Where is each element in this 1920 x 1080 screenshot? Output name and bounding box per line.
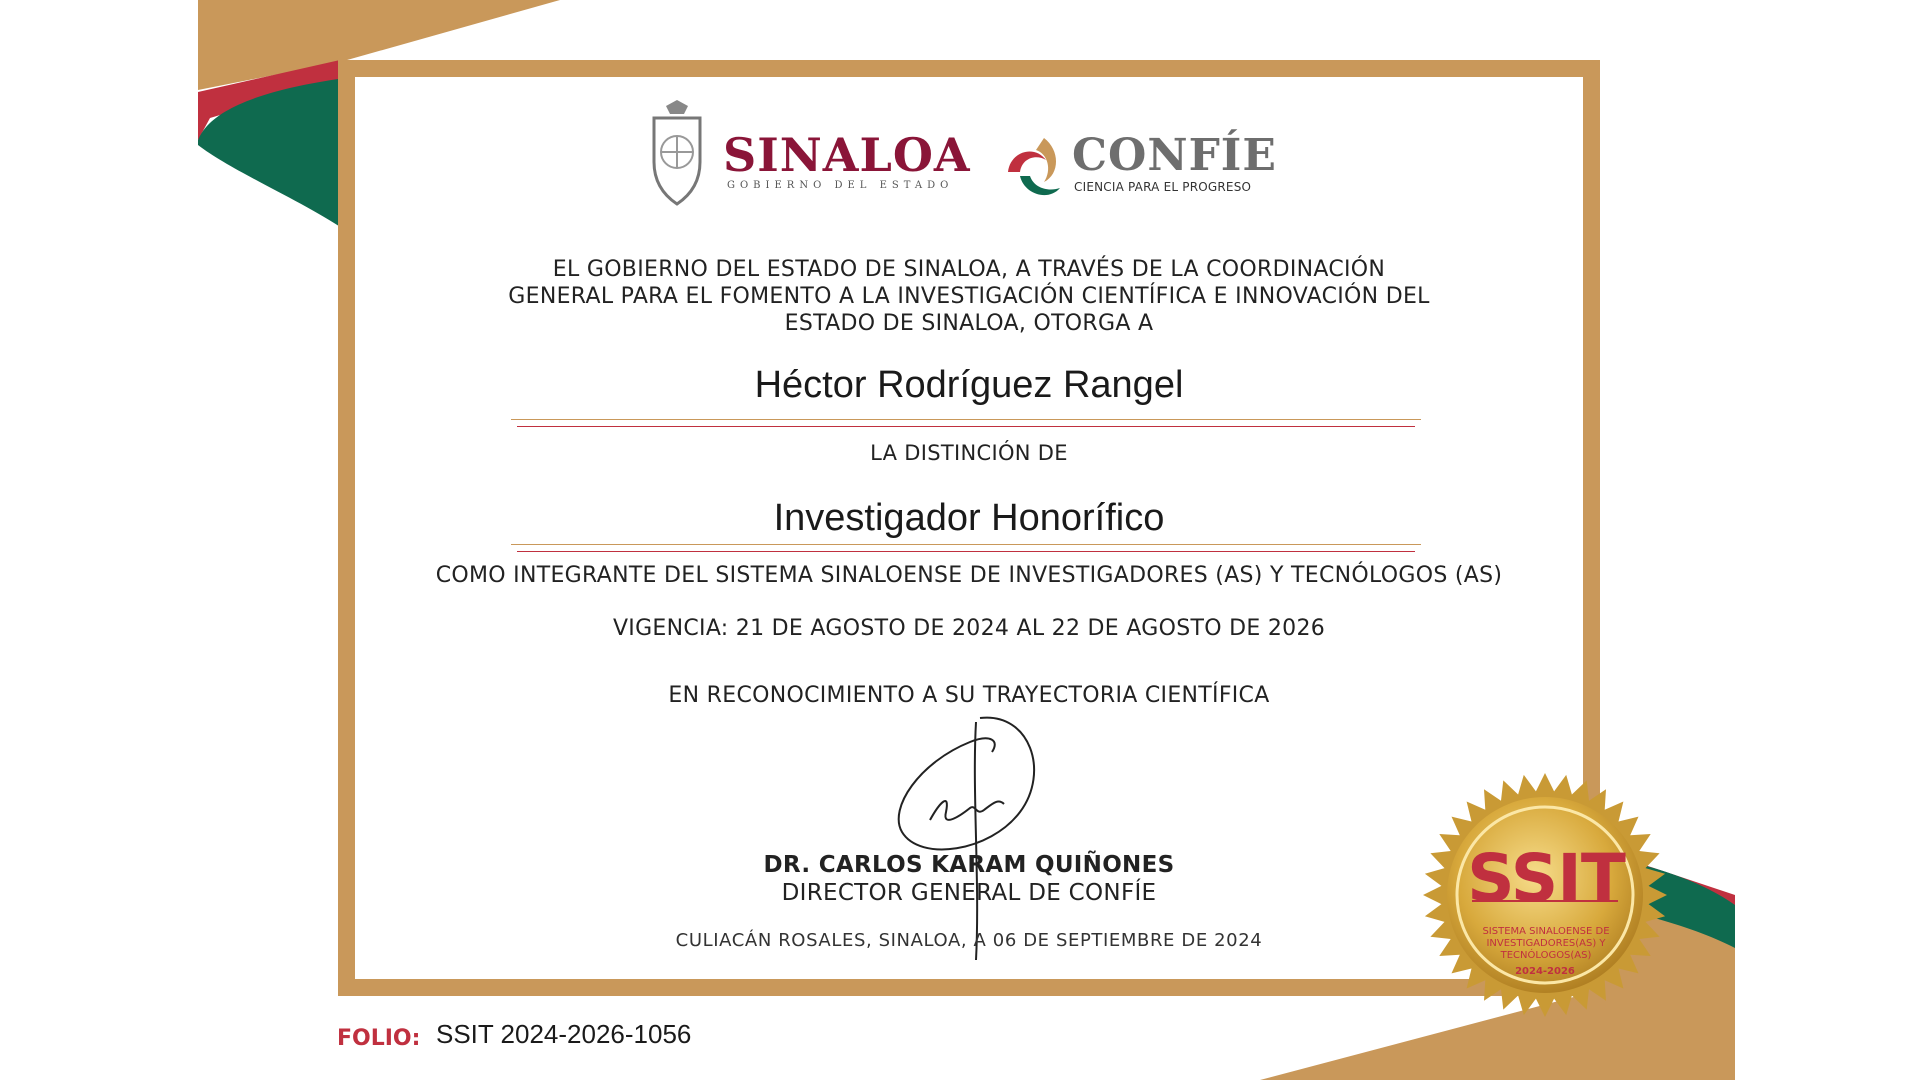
ssit-seal-line: TECNÓLOGOS(AS) bbox=[1500, 950, 1592, 961]
distinction-label: LA DISTINCIÓN DE bbox=[870, 441, 1068, 465]
ssit-seal-subtitle bbox=[1460, 926, 1632, 962]
ssit-seal-line: SISTEMA SINALOENSE DE bbox=[1482, 926, 1610, 937]
signer-name: DR. CARLOS KARAM QUIÑONES bbox=[763, 852, 1175, 878]
folio-value: SSIT 2024-2026-1056 bbox=[436, 1019, 692, 1049]
sinaloa-logo-text: SINALOA bbox=[723, 128, 971, 182]
ssit-seal-title: SSIT bbox=[1467, 840, 1625, 917]
intro-text bbox=[338, 256, 1600, 337]
intro-line: EL GOBIERNO DEL ESTADO DE SINALOA, A TRAVÉS DE LA COORDINACIÓN bbox=[552, 257, 1386, 282]
intro-line: GENERAL PARA EL FOMENTO A LA INVESTIGACIÓN CIENTÍFICA E INNOVACIÓN DEL bbox=[508, 284, 1430, 309]
confie-logo-subtitle: CIENCIA PARA EL PROGRESO bbox=[1074, 180, 1252, 194]
membership-text: COMO INTEGRANTE DEL SISTEMA SINALOENSE DE INVESTIGADORES (AS) Y TECNÓLOGOS (AS) bbox=[435, 563, 1503, 588]
confie-logo-text: CONFÍE bbox=[1072, 130, 1277, 181]
signer-role: DIRECTOR GENERAL DE CONFÍE bbox=[781, 880, 1157, 906]
folio-label: FOLIO: bbox=[337, 1026, 421, 1051]
recipient-name: Héctor Rodríguez Rangel bbox=[754, 364, 1184, 406]
recognition-text: EN RECONOCIMIENTO A SU TRAYECTORIA CIENTÍFICA bbox=[668, 683, 1270, 708]
recipient-underline bbox=[511, 419, 1421, 427]
sinaloa-logo-subtitle: GOBIERNO DEL ESTADO bbox=[727, 180, 954, 191]
state-coat-of-arms-icon bbox=[646, 100, 708, 206]
signature-icon bbox=[880, 712, 1050, 962]
distinction-title: Investigador Honorífico bbox=[773, 497, 1165, 539]
ssit-seal-years: 2024-2026 bbox=[1515, 966, 1575, 977]
distinction-underline bbox=[511, 544, 1421, 552]
validity-text: VIGENCIA: 21 DE AGOSTO DE 2024 AL 22 DE AGOSTO DE 2026 bbox=[612, 616, 1326, 641]
place-date: CULIACÁN ROSALES, SINALOA, A 06 DE SEPTIEMBRE DE 2024 bbox=[675, 930, 1263, 951]
intro-line: ESTADO DE SINALOA, OTORGA A bbox=[784, 311, 1154, 336]
ssit-seal-line: INVESTIGADORES(AS) Y bbox=[1486, 938, 1606, 949]
confie-swirl-icon bbox=[1000, 130, 1070, 206]
